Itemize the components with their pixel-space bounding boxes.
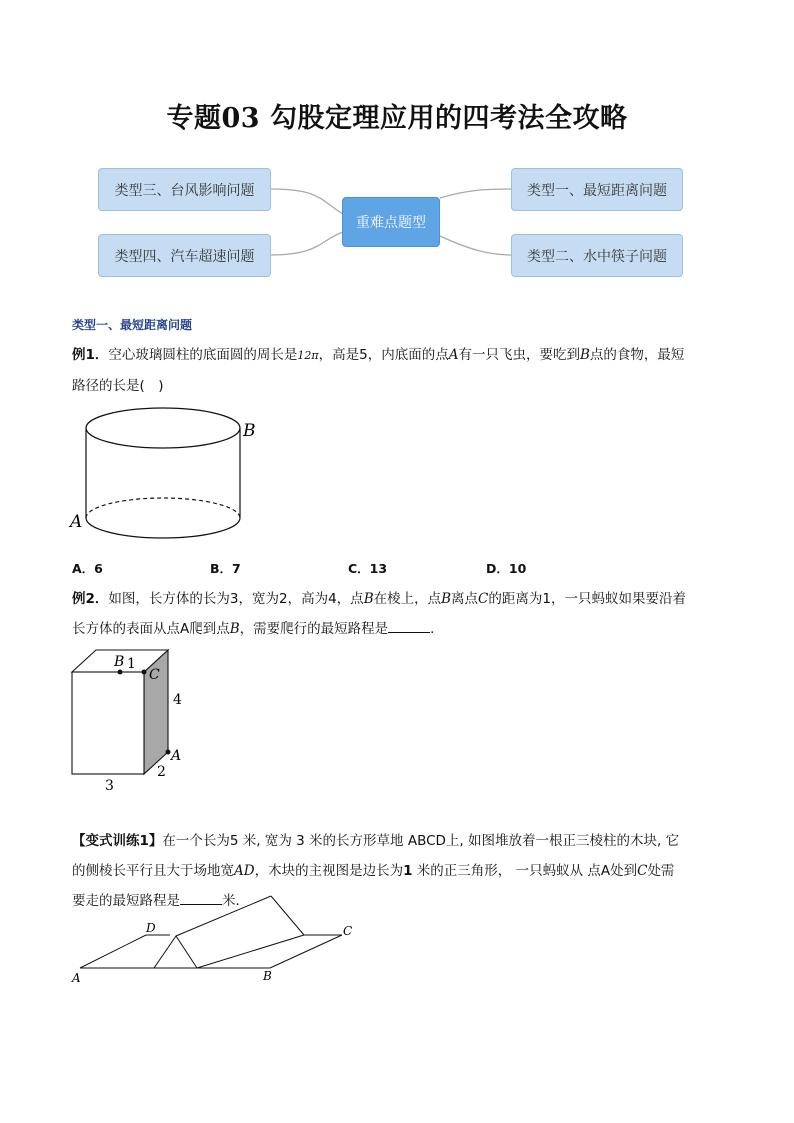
- prism-label-d: D: [146, 921, 156, 935]
- mindmap-center: 重难点题型: [342, 197, 440, 247]
- example-2-line-2: 长方体的表面从点A爬到点B，需要爬行的最短路程是 ．: [72, 614, 722, 644]
- box-label-b: B: [114, 654, 125, 670]
- cylinder-label-b: B: [243, 421, 256, 441]
- cylinder-label-a: A: [70, 512, 83, 532]
- option-c: C．13: [348, 561, 388, 576]
- example-1-line-1: 例1．空心玻璃圆柱的底面圆的周长是12π，高是5，内底面的点A有一只飞虫，要吃到B点的食物，最短: [72, 347, 685, 363]
- prism-label-c: C: [343, 924, 353, 938]
- example-2: [72, 584, 722, 644]
- box-label-2: 2: [157, 764, 166, 780]
- mindmap-node-type2: 类型二、水中筷子问题: [511, 234, 683, 277]
- prism-figure: [66, 892, 366, 992]
- prism-label-a: A: [72, 971, 81, 985]
- option-b: B．7: [210, 561, 241, 576]
- cylinder-figure: [68, 400, 268, 550]
- option-d: D．10: [486, 561, 527, 576]
- box-label-c: C: [149, 667, 160, 683]
- page-title: 专题03 勾股定理应用的四考法全攻略: [166, 103, 628, 134]
- example-1: [72, 340, 722, 401]
- box-label-3: 3: [105, 778, 114, 794]
- mindmap-node-type4: 类型四、汽车超速问题: [98, 234, 271, 277]
- box-label-4: 4: [173, 692, 182, 708]
- option-a: A．6: [72, 561, 103, 576]
- example-1-line-2: 路径的长是( ): [72, 378, 164, 394]
- box-label-1: 1: [127, 656, 136, 672]
- section-heading: 类型一、最短距离问题: [72, 318, 193, 332]
- answer-blank: [388, 618, 430, 633]
- variant-line-2: 的侧棱长平行且大于场地宽AD，木块的主视图是边长为1 米的正三角形， 一只蚂蚁从 点A处到C处需: [72, 863, 675, 879]
- variant-line-3: 要走的最短路程是 米．: [72, 886, 722, 916]
- variant-line-1: 【变式训练1】在一个长为5 米, 宽为 3 米的长方形草地 ABCD上, 如图堆放着一根正三棱柱的木块, 它: [72, 833, 680, 849]
- box-figure: [68, 644, 198, 794]
- box-label-a: A: [171, 748, 182, 764]
- mindmap-node-type1: 类型一、最短距离问题: [511, 168, 683, 211]
- mindmap-node-type3: 类型三、台风影响问题: [98, 168, 271, 211]
- prism-label-b: B: [263, 969, 272, 983]
- example-2-line-1: 例2．如图，长方体的长为3，宽为2，高为4，点B在棱上，点B离点C的距离为1，一只蚂蚁如果要沿着: [72, 591, 686, 607]
